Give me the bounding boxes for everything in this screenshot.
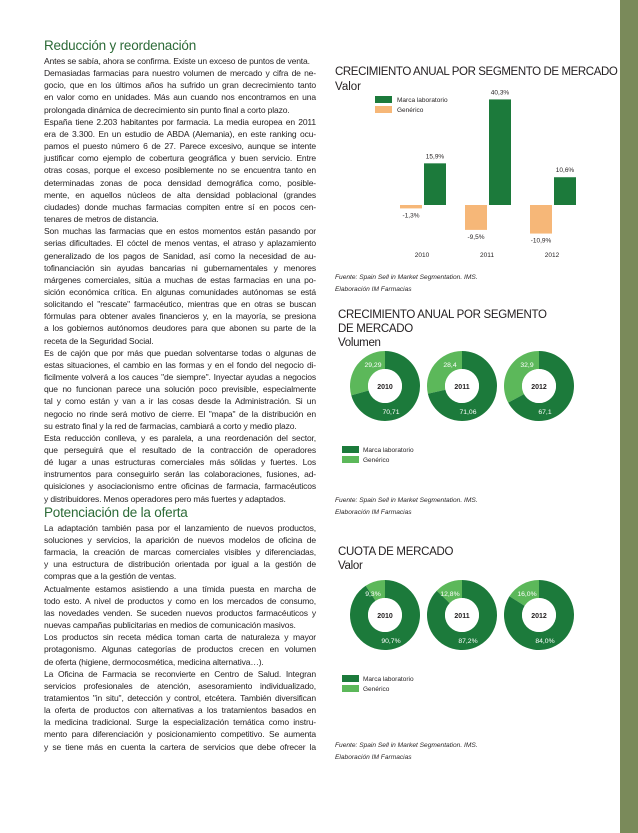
section-title-reduccion: Reducción y reordenación: [44, 38, 197, 53]
chart-subtitle: Valor: [335, 81, 361, 93]
section1-body-line: fórmulas para obtener avales financieros y, en la mayoría, se presiona: [44, 311, 316, 322]
section2-body-line: las novedades venden. Se suceden nuevos productos farmacéuticos y: [44, 607, 316, 618]
section2-body-line: la medicina tradicional. Surge la especialización temática como instru-: [44, 717, 316, 728]
section1-body-line: España tiene 2.203 habitantes por farmacia. La media europea en 2011: [44, 116, 316, 127]
section1-body-line: y distribuidores. Menos operadores pero más fuertes y adaptados.: [44, 493, 286, 504]
donut-year-label: 2012: [531, 613, 547, 620]
chart-crecimiento-volumen: [330, 298, 620, 528]
donut-marca-label: 67,1: [538, 409, 552, 416]
article-column: [44, 38, 316, 753]
section1-body-line: sición económica crítica. En algunas comunidades autónomas se está: [44, 286, 316, 297]
donut-marca-label: 84,0%: [535, 638, 555, 645]
chart-source: Fuente: Spain Sell in Market Segmentation. IMS.: [335, 742, 478, 749]
donut-generico-label: 16,0%: [517, 591, 537, 598]
section1-body-line: justificar como ejemplo de cobertura geográfica y buen servicio. Entre: [44, 153, 316, 164]
donut-generico-label: 32,9: [520, 362, 534, 369]
donut-year-label: 2010: [377, 613, 393, 620]
section1-body-line: instrumentos para conseguirlo serán las colaboraciones, fusiones, ad-: [44, 469, 316, 480]
chart-credit: Elaboración IM Farmacias: [335, 509, 412, 516]
section2-body-line: mento para diferenciación y posicionamiento competitivo. Se aumenta: [44, 729, 316, 740]
section1-body-line: Esta reducción conlleva, y es paralela, a una reordenación del sector,: [44, 432, 316, 443]
donut-marca-label: 70,71: [382, 409, 400, 416]
section1-body-line: otras cosas, porque el exceso posiblemente no se encuentra tanto en: [44, 165, 316, 176]
marca-data-label: 10,6%: [555, 167, 575, 175]
section2-body-line: La Oficina de Farmacia se reconvierte en Centro de Salud. Integran: [44, 668, 316, 679]
donut-generico-label: 29,29: [364, 362, 382, 369]
section1-body-line: ficilmente volverá a los cauces "de siempre". Inyectar ayudas a negocios: [44, 372, 316, 383]
legend-label-generico: Genérico: [363, 686, 390, 693]
section2-body-line: todo esto. A nivel de productos y como en los mercados de consumo,: [44, 595, 316, 606]
chart-title: CRECIMIENTO ANUAL POR SEGMENTO DE MERCADO: [335, 66, 618, 78]
section2-body-line: tratamientos "in situ", detección y control, etcétera. También diversifican: [44, 692, 316, 703]
chart-panel: [330, 535, 620, 765]
donut-generico-label: 28,4: [443, 362, 457, 369]
page-edge-strip: [618, 0, 638, 833]
generico-data-label: -9,5%: [467, 233, 485, 241]
section1-body-line: Antes se sabía, ahora se confirma. Existe un exceso de puntos de venta.: [44, 56, 310, 66]
donut-year-label: 2011: [454, 613, 470, 620]
section1-body-line: que perseguirá que el resultado de la contracción de operadores: [44, 445, 316, 455]
section1-body-line: Demasiadas farmacias para nuestro volumen de mercado y cifra de ne-: [44, 68, 316, 79]
section1-body-line: tenares de metros de distancia.: [44, 214, 159, 225]
donut-marca-label: 87,2%: [458, 638, 478, 645]
donut-year-label: 2010: [377, 384, 393, 391]
section1-body-line: generalizado de los pagos de Sanidad, así como la necesidad de au-: [44, 250, 316, 261]
donut-year-label: 2011: [454, 384, 470, 391]
chart-title-line: DE MERCADO: [338, 323, 413, 335]
section1-body-line: gocio, que en los últimos años ha sufrido un gran decrecimiento tanto: [44, 80, 316, 91]
section1-body-line: Es de cajón que por más que puedan solventarse todas o algunas de: [44, 347, 316, 358]
chart-cuota-valor: [330, 535, 620, 765]
section2-body-line: de oferta (higiene, dermocosmética, medicina alternativa…).: [44, 656, 264, 667]
section1-body-line: determinadas zonas de poca densidad demográfica como, posible-: [44, 177, 316, 188]
generico-data-label: -1,3%: [402, 212, 420, 220]
donut-year-label: 2012: [531, 384, 547, 391]
marca-data-label: 15,9%: [425, 153, 445, 161]
legend-swatch-marca: [342, 446, 359, 453]
marca-bar-2011: [489, 99, 511, 205]
section2-body-line: y se tiene más en cuenta la cartera de servicios que debe ofrecer la: [44, 741, 316, 752]
legend-swatch-marca: [375, 96, 392, 103]
chart-credit: Elaboración IM Farmacias: [335, 286, 412, 293]
section1-body-line: tal y como están y van a ir las cosas desde la Administración. Si un: [44, 396, 316, 407]
section1-body-line: dé lugar a unas estructuras comerciales más sólidas y fuertes. Los: [44, 457, 316, 468]
chart-source: Fuente: Spain Sell in Market Segmentation. IMS.: [335, 274, 478, 281]
x-tick-label: 2011: [480, 252, 494, 259]
section1-body-line: serias dificultades. El cóctel de menos ventas, el atraso y aplazamiento: [44, 238, 316, 249]
generico-bar-2011: [465, 205, 487, 230]
section2-body-line: soluciones y servicios, la aparición de nuevos modelos de oficina de: [44, 534, 316, 545]
generico-bar-2012: [530, 205, 552, 234]
marca-bar-2012: [554, 177, 576, 205]
section1-body-line: era de 3.300. En un estudio de ABDA (Alemania), en este ranking ocu-: [44, 128, 316, 139]
section1-body-line: pamos el puesto número 6 de 27. Parece excesivo, aunque se intente: [44, 141, 316, 152]
legend-swatch-marca: [342, 675, 359, 682]
section1-body-line: márgenes comerciales, sitúa a muchas de estas farmacias en una po-: [44, 274, 316, 285]
section1-body-line: negocio no rinde será motivo de cierre. El "mapa" de la distribución en: [44, 408, 316, 419]
section1-body-line: estas situaciones, el cambio en las formas y en el fondo del negocio di-: [44, 359, 316, 370]
section2-body-line: protagonismo. Algunas categorías de productos crecen en volumen: [44, 644, 316, 655]
generico-data-label: -10,9%: [530, 237, 552, 245]
donut-marca-label: 71,06: [459, 409, 477, 416]
legend-swatch-generico: [342, 456, 359, 463]
marca-bar-2010: [424, 163, 446, 205]
section2-body-line: La adaptación también pasa por el lanzamiento de nuevos productos,: [44, 522, 316, 533]
x-tick-label: 2012: [544, 252, 560, 259]
legend-label-marca: Marca laboratorio: [397, 97, 448, 104]
chart-source: Fuente: Spain Sell in Market Segmentation. IMS.: [335, 497, 478, 504]
chart-crecimiento-valor: [330, 0, 620, 300]
section2-body-line: servicios profesionales de atención, asesoramiento individualizado,: [44, 680, 316, 691]
section-body-potenciacion: [44, 522, 316, 753]
chart-title-line: CUOTA DE MERCADO: [338, 546, 454, 558]
chart-credit: Elaboración IM Farmacias: [335, 754, 412, 761]
section-title-potenciacion: Potenciación de la oferta: [44, 504, 188, 520]
section1-body-line: quisiciones y asociacionismo entre oficinas de farmacia, farmacéuticos: [44, 481, 316, 492]
chart-panel: [330, 12, 620, 300]
section1-body-line: receta de la Seguridad Social.: [44, 335, 154, 346]
legend-label-generico: Genérico: [397, 107, 424, 114]
legend-label-marca: Marca laboratorio: [363, 676, 414, 683]
chart-title-line: CRECIMIENTO ANUAL POR SEGMENTO: [338, 309, 547, 321]
section1-body-line: ciudades) donde muchas farmacias compiten entre sí en pocos cen-: [44, 201, 316, 212]
section1-body-line: tofinanciación sin ayudas bancarias ni gubernamentales y menores: [44, 262, 316, 273]
chart-title-line: Valor: [338, 560, 363, 572]
section2-body-line: y una estructura de distribución orientada por igual a la gestión de: [44, 559, 316, 570]
section2-body-line: compras que a la gestión de ventas.: [44, 571, 177, 582]
legend-swatch-generico: [342, 685, 359, 692]
section2-body-line: Los productos sin receta médica toman carta de naturaleza y mayor: [44, 632, 316, 643]
generico-bar-2010: [400, 205, 422, 208]
marca-data-label: 40,3%: [490, 89, 510, 97]
section1-body-line: solicitando el "rescate" farmacéutico, mientras que en otras se buscan: [44, 299, 316, 310]
chart-title-line: Volumen: [338, 337, 381, 349]
section2-body-line: la oferta de productos con alternativas a los tratamientos basados en: [44, 705, 316, 716]
page-edge-bar: [620, 0, 638, 833]
x-tick-label: 2010: [414, 252, 430, 259]
legend-swatch-generico: [375, 106, 392, 113]
donut-generico-label: 9,3%: [365, 591, 381, 598]
section-body-reduccion: [44, 55, 316, 505]
donut-marca-label: 90,7%: [381, 638, 401, 645]
section1-body-line: prolongada dinámica de decrecimiento sin punto final a corto plazo.: [44, 104, 290, 115]
section2-body-line: nuevas campañas publicitarias en medios de comunicación masivos.: [44, 620, 296, 631]
section2-body-line: Actualmente estamos asistiendo a una tímida puesta en marcha de: [44, 583, 316, 594]
section1-body-line: su estrato final y la red de farmacias, cambiará a corto y medio plazo.: [44, 420, 297, 431]
section1-body-line: a los gobiernos autónomos deudores para que abonen su parte de la: [44, 323, 316, 334]
legend-label-marca: Marca laboratorio: [363, 447, 414, 454]
section1-body-line: en valor como en unidades. Más aun cuando nos encontramos en una: [44, 92, 316, 103]
legend-label-generico: Genérico: [363, 457, 390, 464]
donut-generico-label: 12,8%: [440, 591, 460, 598]
section1-body-line: Son muchas las farmacias que en estos momentos están pasando por: [44, 226, 316, 237]
section1-body-line: que no funcionan parece una solución poco previsible, especialmente: [44, 384, 316, 395]
section2-body-line: farmacia, la creación de marcas comerciales visibles y diferenciadas,: [44, 547, 316, 558]
section1-body-line: mente, en aquellos núcleos de alta densidad poblacional (grandes: [44, 189, 316, 200]
